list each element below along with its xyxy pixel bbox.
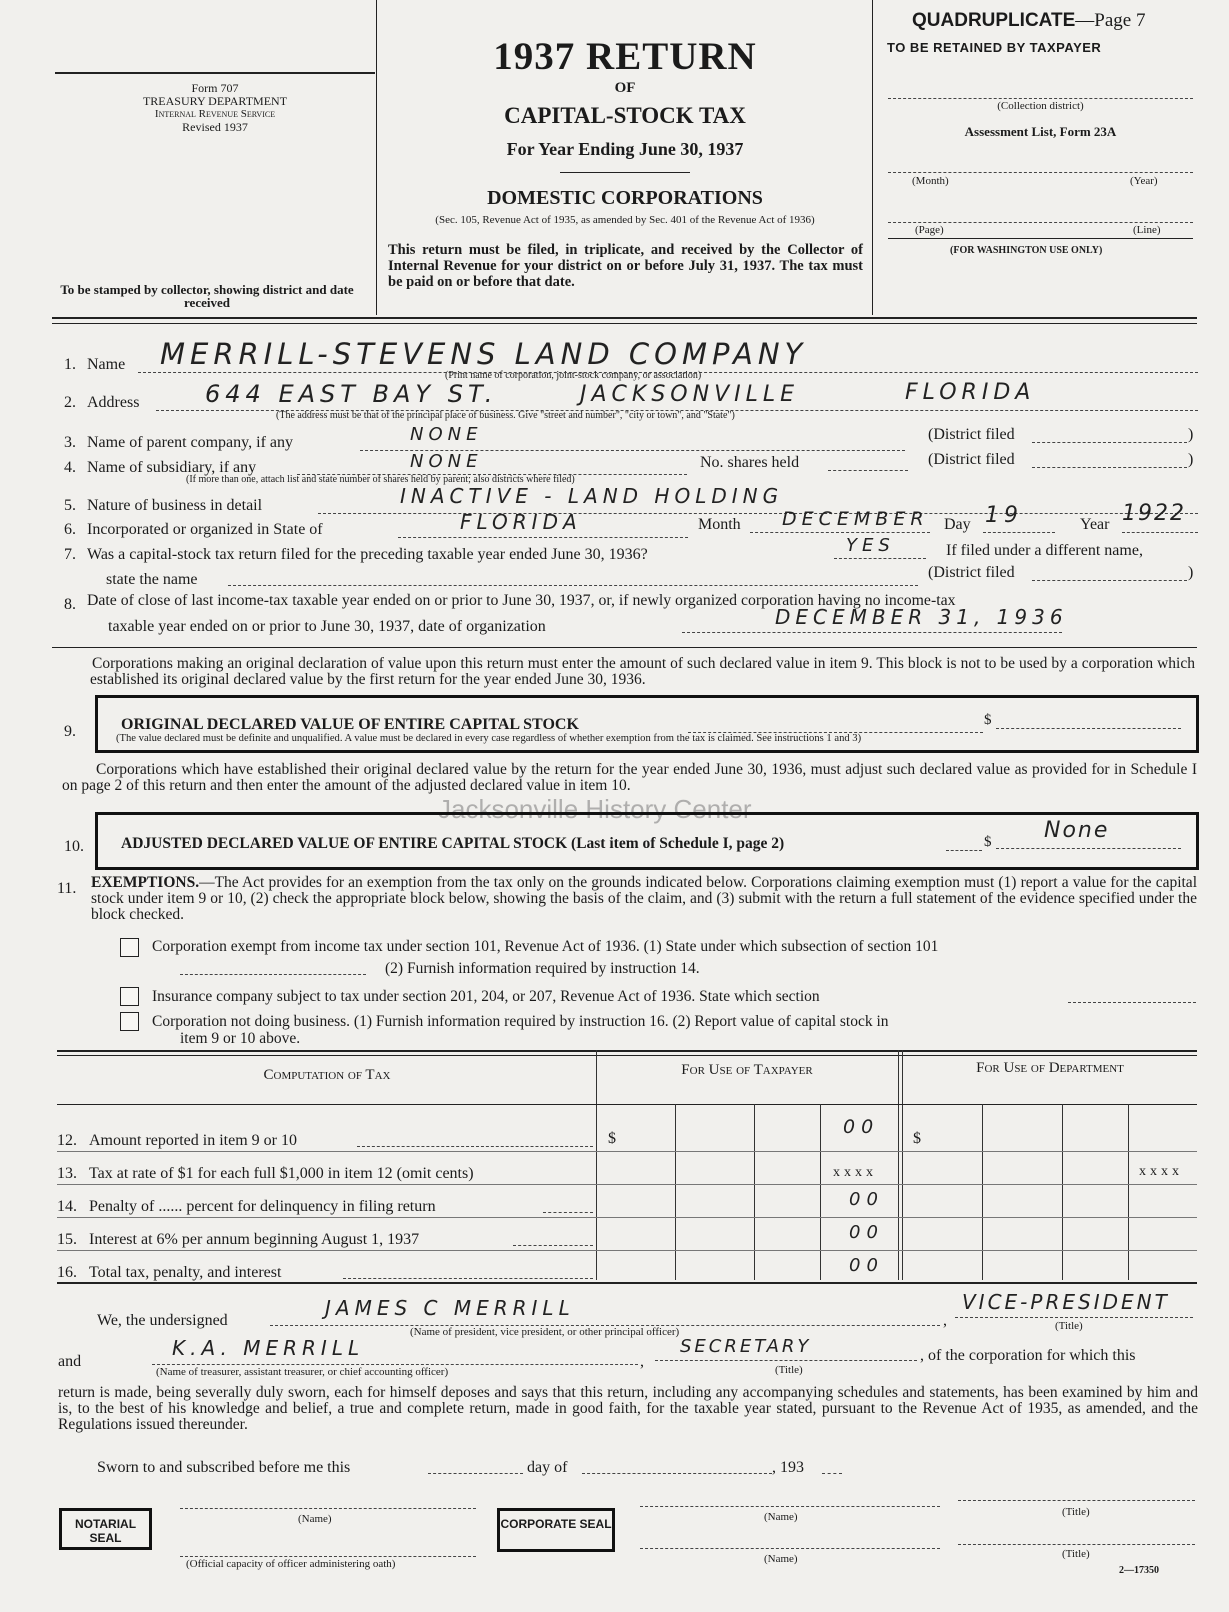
row13-number: 13.	[57, 1165, 77, 1182]
sworn-year-line[interactable]	[822, 1473, 842, 1474]
table-row	[57, 1217, 1197, 1251]
item3-label: Name of parent company, if any	[87, 434, 293, 451]
page-title: 1937 RETURN	[493, 35, 757, 78]
revenue-service: Internal Revenue Service	[154, 108, 276, 120]
page-field-label: (Page)	[915, 224, 944, 236]
item4-district-label: (District filed	[928, 451, 1015, 468]
exempt-not-doing-label: Corporation not doing business. (1) Furnish information required by instruction 16. (2) Report value of capital stock in	[152, 1013, 889, 1030]
item4-label: Name of subsidiary, if any	[87, 459, 257, 476]
section-ref: (Sec. 105, Revenue Act of 1935, as amended by Sec. 401 of the Revenue Act of 1936)	[435, 214, 815, 226]
item6-month-line	[750, 532, 930, 533]
item7-value[interactable]: YES	[846, 535, 895, 556]
original-dollar: $	[984, 712, 992, 728]
item4-shares-label: No. shares held	[700, 454, 800, 471]
notary-capacity-line[interactable]	[180, 1556, 476, 1557]
exempt-not-doing-label-2: item 9 or 10 above.	[180, 1030, 301, 1047]
oath-and: and	[58, 1353, 82, 1370]
exempt-income-checkbox[interactable]	[120, 938, 139, 957]
row12-leader	[357, 1146, 593, 1147]
exempt-insurance-checkbox[interactable]	[120, 987, 139, 1006]
title1-label: (Title)	[1055, 1320, 1083, 1332]
item1-note: (Print name of corporation, joint-stock company, or association)	[445, 370, 702, 381]
table-head-rule	[57, 1104, 1197, 1105]
computation-head: Computation of Tax	[263, 1067, 391, 1083]
officer-name-line-1[interactable]	[640, 1506, 940, 1507]
revised-date: Revised 1937	[182, 120, 248, 134]
oath-text: return is made, being severally duly sworn, each for himself deposes and says that this return, including any accompanying schedules and statements, has been examined by him and is, to the best of his knowledge and belief, a true and complete return, made in good faith, for the taxable year stated, pursuant to the Revenue Act of 1935, as amended, and the Regulations issued thereunder.	[58, 1384, 1198, 1433]
officer2-note: (Name of treasurer, assistant treasurer, or chief accounting officer)	[156, 1366, 449, 1378]
item7-label: Was a capital-stock tax return filed for the preceding taxable year ended June 30, 1936?	[87, 546, 648, 563]
item8-value[interactable]: DECEMBER 31, 1936	[775, 605, 1068, 629]
adjusted-value[interactable]: None	[1044, 818, 1110, 843]
officer-title-label-2: (Title)	[1062, 1548, 1090, 1560]
item6-state-line	[398, 537, 688, 538]
collection-line	[888, 98, 1193, 99]
line-label: (Line)	[1133, 224, 1161, 236]
form-code: 2—17350	[1119, 1565, 1159, 1576]
adjusted-dollar: $	[984, 834, 992, 850]
exempt-insurance-line[interactable]	[1068, 1002, 1196, 1003]
row13-tp-xxxx: xxxx	[833, 1165, 877, 1180]
header-divider-2	[872, 0, 873, 315]
treasury-dept: TREASURY DEPARTMENT	[142, 94, 288, 108]
items-bottom-rule	[52, 647, 1197, 648]
row14-leader	[543, 1212, 593, 1213]
row12-number: 12.	[57, 1132, 77, 1149]
title2-value[interactable]: SECRETARY	[680, 1336, 812, 1357]
item4-shares-line	[828, 470, 908, 471]
item5-value[interactable]: INACTIVE - LAND HOLDING	[400, 484, 784, 508]
item4-value[interactable]: NONE	[410, 451, 483, 472]
month-label: (Month)	[912, 175, 949, 187]
table-top-rule	[57, 1050, 1197, 1052]
item6-day-line	[983, 532, 1055, 533]
item4-note: (If more than one, attach list and state number of shares held by parent; also districts where filed)	[186, 474, 575, 485]
row15-number: 15.	[57, 1231, 77, 1248]
table-row	[57, 1250, 1197, 1283]
title-rule	[560, 172, 690, 173]
item10-number: 10.	[64, 838, 84, 855]
item6-year-label: Year	[1080, 516, 1110, 533]
original-intro: Corporations making an original declaration of value upon this return must enter the amount of such declared value in item 9. This block is not to be used by a corporation which established its original declared value by the first return for the year ended June 30, 1936.	[90, 655, 1195, 688]
washington-label: (FOR WASHINGTON USE ONLY)	[950, 245, 1103, 256]
department-head: For Use of Department	[976, 1060, 1124, 1076]
item6-state-value[interactable]: FLORIDA	[460, 510, 582, 534]
header-rule-left	[55, 72, 375, 74]
notary-name-line[interactable]	[180, 1508, 476, 1509]
quadruplicate-label: QUADRUPLICATE	[912, 10, 1076, 31]
item7-district-line	[1032, 580, 1187, 581]
exempt-income-label: Corporation exempt from income tax under section 101, Revenue Act of 1936. (1) State under which subsection of section 101	[152, 938, 939, 955]
item6-year-line	[1122, 532, 1198, 533]
copy-label	[912, 10, 1192, 32]
retained-label: TO BE RETAINED BY TAXPAYER	[887, 40, 1102, 55]
table-row	[57, 1184, 1197, 1218]
sworn-label: Sworn to and subscribed before me this	[97, 1459, 351, 1476]
watermark: Jacksonville History Center	[438, 794, 752, 824]
item6-number: 6.	[64, 521, 76, 538]
row12-label: Amount reported in item 9 or 10	[89, 1132, 297, 1149]
item7-state-name: state the name	[106, 571, 198, 588]
collection-district: (Collection district)	[997, 100, 1084, 112]
original-title: ORIGINAL DECLARED VALUE OF ENTIRE CAPITAL STOCK	[121, 716, 579, 733]
officer2-comma: ,	[640, 1353, 644, 1370]
row16-number: 16.	[57, 1264, 77, 1281]
row12-dept-dollar: $	[913, 1130, 921, 1147]
item1-number: 1.	[64, 356, 76, 373]
item3-value[interactable]: NONE	[410, 424, 483, 445]
item7-district-label: (District filed	[928, 564, 1015, 581]
header-bottom-rule-2	[52, 323, 1197, 324]
oath-we: We, the undersigned	[97, 1312, 228, 1329]
year-label: (Year)	[1130, 175, 1158, 187]
item5-label: Nature of business in detail	[87, 497, 263, 514]
adjusted-intro: Corporations which have established their original declared value by the return for the year ended June 30, 1936, must adjust such declared value as provided for in Schedule I on page 2 of this return and then enter the amount of the adjusted declared value in item 10.	[62, 761, 1197, 794]
title-tax: CAPITAL-STOCK TAX	[504, 103, 746, 128]
officer-title-line-1[interactable]	[958, 1500, 1195, 1501]
item2-note: (The address must be that of the principal place of business. Give "street and number", "city or town", and "State")	[276, 410, 735, 421]
row14-tp-cents[interactable]: 00	[849, 1189, 884, 1210]
item5-number: 5.	[64, 497, 76, 514]
item7-paren: )	[1188, 564, 1194, 581]
corporate-seal: CORPORATE SEAL	[497, 1508, 615, 1552]
adjusted-value-line	[996, 848, 1181, 849]
table-row	[57, 1151, 1197, 1185]
officer-title-label-1: (Title)	[1062, 1506, 1090, 1518]
item7-number: 7.	[64, 546, 76, 563]
row15-label: Interest at 6% per annum beginning August 1, 1937	[89, 1231, 420, 1248]
item4-number: 4.	[64, 459, 76, 476]
exemptions-text	[91, 875, 1197, 923]
item6-month-value[interactable]: DECEMBER	[782, 508, 929, 530]
computation-rows	[57, 1118, 1197, 1283]
item4-district-line	[1032, 467, 1187, 468]
title2-line	[655, 1360, 917, 1361]
sworn-year: , 193	[772, 1459, 804, 1476]
sworn-day-line[interactable]	[428, 1473, 523, 1474]
original-value-line[interactable]	[996, 728, 1181, 729]
exempt-income-info: (2) Furnish information required by instruction 14.	[385, 960, 700, 977]
page-label: —Page 7	[1075, 10, 1146, 31]
item6-label: Incorporated or organized in State of	[87, 521, 323, 538]
title1-value[interactable]: VICE-PRESIDENT	[962, 1290, 1170, 1314]
title-period: For Year Ending June 30, 1937	[506, 139, 744, 159]
header-divider-1	[376, 0, 377, 315]
sworn-month-line[interactable]	[582, 1473, 772, 1474]
item1-label: Name	[87, 356, 126, 373]
exempt-not-doing-checkbox[interactable]	[120, 1012, 139, 1031]
item9-number: 9.	[64, 723, 76, 740]
row12-tp-dollar: $	[608, 1130, 616, 1147]
row14-number: 14.	[57, 1198, 77, 1215]
item7-line	[834, 558, 926, 559]
item3-paren: )	[1188, 426, 1194, 443]
row14-label: Penalty of ...... percent for delinquency in filing return	[89, 1198, 436, 1215]
item5-line	[318, 513, 1198, 514]
oath-of-corp: , of the corporation for which this	[920, 1347, 1136, 1364]
officer-name-label-1: (Name)	[764, 1511, 798, 1523]
month-line	[888, 172, 1193, 173]
officer2-name[interactable]: K.A. MERRILL	[172, 1336, 365, 1360]
item7-diff-name: If filed under a different name,	[946, 542, 1143, 559]
item3-district-line	[1032, 442, 1187, 443]
officer-title-line-2[interactable]	[958, 1544, 1195, 1545]
original-note: (The value declared must be definite and unqualified. A value must be declared in every case regardless of whether exemption from the tax is claimed. See instructions 1 and 3)	[116, 733, 862, 744]
item6-year-value[interactable]: 1922	[1122, 501, 1186, 526]
stamp-note: To be stamped by collector, showing district and date received	[60, 282, 354, 310]
exempt-insurance-label: Insurance company subject to tax under section 201, 204, or 207, Revenue Act of 1936. State which section	[152, 988, 820, 1005]
title1-line	[955, 1317, 1193, 1318]
item3-district-label: (District filed	[928, 426, 1015, 443]
assessment-list: Assessment List, Form 23A	[964, 124, 1117, 139]
item11-number: 11.	[57, 880, 77, 897]
officer1-comma: ,	[943, 1312, 947, 1329]
page-rule	[888, 238, 1193, 239]
exemptions-body: —The Act provides for an exemption from the tax only on the grounds indicated below. Corporations claiming exemption must (1) report a value for the capital stock under item 9 or 10, (2) check the appropriate block below, showing the basis of the claim, and (3) submit with the return a full statement of the evidence specified under the block checked.	[91, 874, 1197, 923]
item7-state-name-line	[228, 585, 918, 586]
item6-day-label: Day	[944, 516, 971, 533]
exemptions-head: EXEMPTIONS.	[91, 874, 200, 891]
taxpayer-head: For Use of Taxpayer	[681, 1062, 813, 1078]
item1-name-value[interactable]: MERRILL-STEVENS LAND COMPANY	[160, 337, 808, 371]
form-info	[90, 82, 340, 134]
item8-number: 8.	[64, 596, 76, 613]
row15-tp-cents[interactable]: 00	[849, 1222, 884, 1243]
item3-number: 3.	[64, 434, 76, 451]
item8-label: Date of close of last income-tax taxable year ended on or prior to June 30, 1937, or, if newly organized corporation having no income-tax	[87, 592, 956, 609]
item8-line	[682, 632, 1062, 633]
header-bottom-rule	[52, 317, 1197, 319]
item2-label: Address	[87, 394, 140, 411]
item2-state[interactable]: FLORIDA	[905, 380, 1036, 405]
notarial-seal: NOTARIAL SEAL	[59, 1508, 152, 1550]
item6-month-label: Month	[698, 516, 741, 533]
item6-day-value[interactable]: 19	[985, 503, 1023, 528]
notary-name-label: (Name)	[298, 1513, 332, 1525]
row16-tp-cents[interactable]: 00	[849, 1255, 884, 1276]
row16-label: Total tax, penalty, and interest	[89, 1264, 282, 1281]
table-top-rule-2	[57, 1055, 1197, 1056]
officer2-line	[152, 1364, 638, 1365]
form-number: Form 707	[191, 81, 239, 95]
domestic-corps: DOMESTIC CORPORATIONS	[487, 187, 763, 209]
row16-leader	[343, 1278, 593, 1279]
notary-capacity-label: (Official capacity of officer administering oath)	[186, 1558, 396, 1570]
item8-label-2: taxable year ended on or prior to June 30, 1937, date of organization	[108, 618, 546, 635]
title2-label: (Title)	[775, 1364, 803, 1376]
row13-dept-xxxx: xxxx	[1139, 1164, 1183, 1179]
officer-name-label-2: (Name)	[764, 1553, 798, 1565]
table-bottom-rule	[57, 1282, 1197, 1284]
row15-leader	[513, 1245, 593, 1246]
officer1-note: (Name of president, vice president, or other principal officer)	[410, 1326, 680, 1338]
row13-label: Tax at rate of $1 for each full $1,000 in item 12 (omit cents)	[89, 1165, 474, 1182]
adjusted-title-line	[946, 850, 982, 851]
sworn-day-of: day of	[527, 1459, 568, 1476]
item2-city[interactable]: JACKSONVILLE	[580, 382, 800, 407]
officer1-name[interactable]: JAMES C MERRILL	[325, 1296, 575, 1320]
exempt-income-line[interactable]	[180, 974, 366, 975]
item2-street[interactable]: 644 EAST BAY ST.	[205, 380, 498, 408]
title-of: OF	[614, 80, 636, 96]
item2-number: 2.	[64, 394, 76, 411]
row12-tp-cents[interactable]: 00	[843, 1116, 880, 1138]
filing-note: This return must be filed, in triplicate, and received by the Collector of Internal Revenue for your district on or before July 31, 1937. The tax must be paid on or before that date.	[388, 242, 863, 290]
officer-name-line-2[interactable]	[640, 1548, 940, 1549]
table-row	[57, 1118, 1197, 1152]
item4-paren: )	[1188, 451, 1194, 468]
page-line	[888, 222, 1193, 223]
adjusted-title: ADJUSTED DECLARED VALUE OF ENTIRE CAPITAL STOCK (Last item of Schedule I, page 2)	[121, 835, 785, 852]
